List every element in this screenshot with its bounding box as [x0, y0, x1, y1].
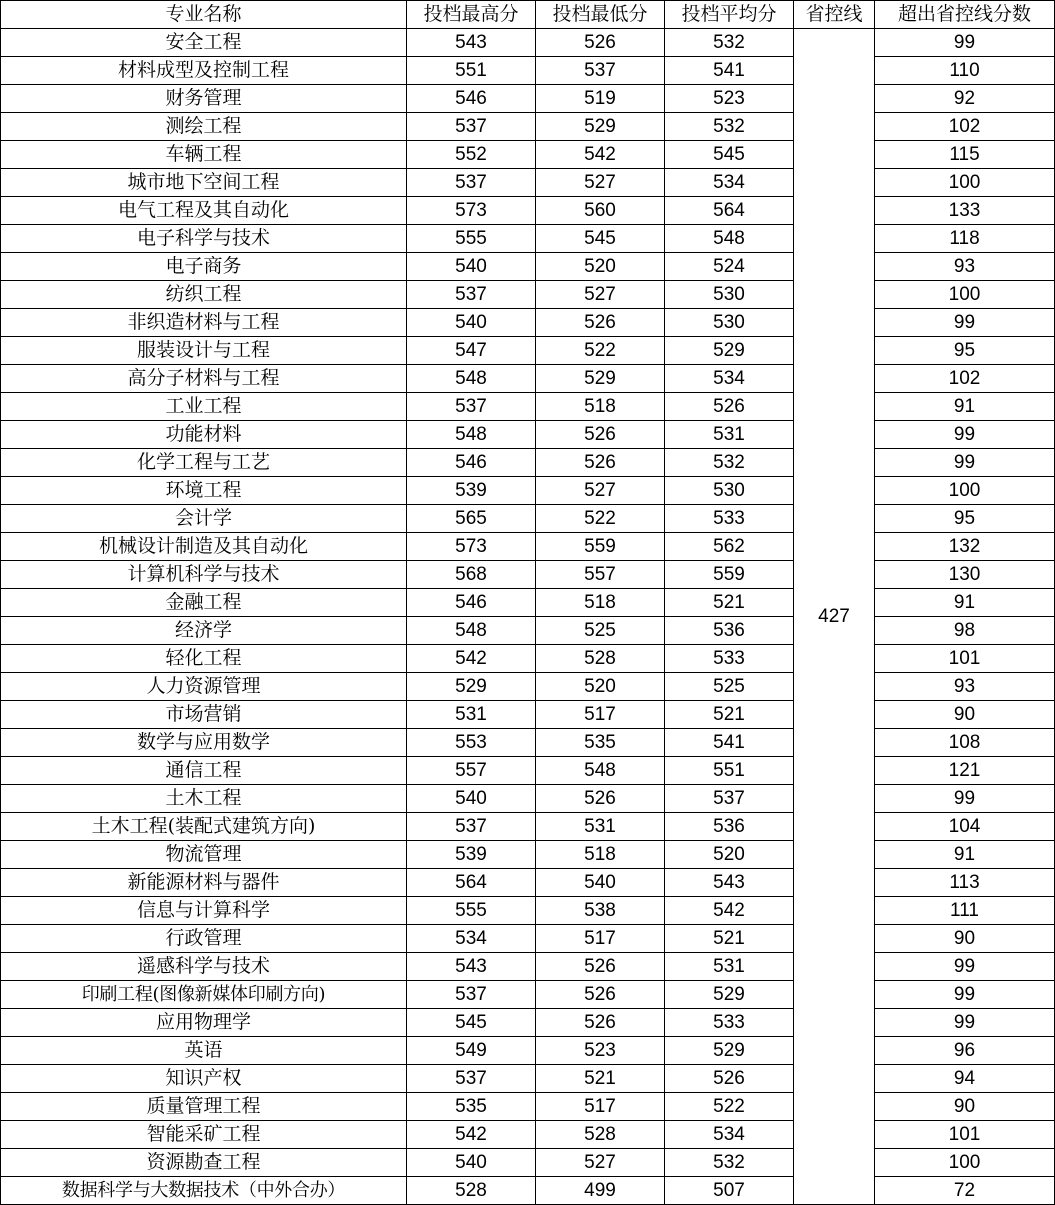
avg-score-cell: 551 — [665, 757, 794, 785]
major-name-cell: 财务管理 — [1, 85, 407, 113]
avg-score-cell: 534 — [665, 1121, 794, 1149]
avg-score-cell: 531 — [665, 953, 794, 981]
max-score-cell: 551 — [407, 57, 536, 85]
avg-score-cell: 537 — [665, 785, 794, 813]
avg-score-cell: 523 — [665, 85, 794, 113]
max-score-cell: 547 — [407, 337, 536, 365]
avg-score-cell: 507 — [665, 1177, 794, 1205]
max-score-cell: 539 — [407, 841, 536, 869]
max-score-cell: 537 — [407, 1065, 536, 1093]
over-control-line-cell: 95 — [875, 337, 1055, 365]
max-score-cell: 529 — [407, 673, 536, 701]
avg-score-cell: 532 — [665, 29, 794, 57]
table-row — [1, 785, 1055, 813]
min-score-cell: 545 — [536, 225, 665, 253]
over-control-line-cell: 108 — [875, 729, 1055, 757]
min-score-cell: 523 — [536, 1037, 665, 1065]
over-control-line-cell: 90 — [875, 925, 1055, 953]
major-name-cell: 信息与计算科学 — [1, 897, 407, 925]
header-max-score: 投档最高分 — [407, 1, 536, 29]
over-control-line-cell: 99 — [875, 785, 1055, 813]
table-row — [1, 477, 1055, 505]
avg-score-cell: 534 — [665, 169, 794, 197]
min-score-cell: 528 — [536, 645, 665, 673]
major-name-cell: 物流管理 — [1, 841, 407, 869]
avg-score-cell: 530 — [665, 477, 794, 505]
table-row — [1, 813, 1055, 841]
major-name-cell: 通信工程 — [1, 757, 407, 785]
avg-score-cell: 530 — [665, 309, 794, 337]
over-control-line-cell: 99 — [875, 449, 1055, 477]
avg-score-cell: 526 — [665, 393, 794, 421]
min-score-cell: 527 — [536, 169, 665, 197]
over-control-line-cell: 98 — [875, 617, 1055, 645]
table-row — [1, 925, 1055, 953]
table-row — [1, 421, 1055, 449]
min-score-cell: 519 — [536, 85, 665, 113]
over-control-line-cell: 100 — [875, 1149, 1055, 1177]
over-control-line-cell: 99 — [875, 953, 1055, 981]
table-row — [1, 113, 1055, 141]
major-name-cell: 应用物理学 — [1, 1009, 407, 1037]
avg-score-cell: 534 — [665, 365, 794, 393]
avg-score-cell: 521 — [665, 925, 794, 953]
max-score-cell: 537 — [407, 393, 536, 421]
avg-score-cell: 536 — [665, 617, 794, 645]
over-control-line-cell: 90 — [875, 1093, 1055, 1121]
major-name-cell: 服装设计与工程 — [1, 337, 407, 365]
min-score-cell: 531 — [536, 813, 665, 841]
major-name-cell: 会计学 — [1, 505, 407, 533]
max-score-cell: 542 — [407, 645, 536, 673]
major-name-cell: 土木工程(装配式建筑方向) — [1, 813, 407, 841]
avg-score-cell: 522 — [665, 1093, 794, 1121]
max-score-cell: 568 — [407, 561, 536, 589]
min-score-cell: 526 — [536, 981, 665, 1009]
table-row — [1, 841, 1055, 869]
avg-score-cell: 562 — [665, 533, 794, 561]
max-score-cell: 548 — [407, 617, 536, 645]
min-score-cell: 526 — [536, 1009, 665, 1037]
min-score-cell: 526 — [536, 953, 665, 981]
min-score-cell: 522 — [536, 505, 665, 533]
max-score-cell: 543 — [407, 953, 536, 981]
min-score-cell: 520 — [536, 673, 665, 701]
table-row — [1, 1121, 1055, 1149]
min-score-cell: 527 — [536, 477, 665, 505]
max-score-cell: 573 — [407, 197, 536, 225]
over-control-line-cell: 92 — [875, 85, 1055, 113]
table-row — [1, 1177, 1055, 1205]
major-name-cell: 英语 — [1, 1037, 407, 1065]
over-control-line-cell: 111 — [875, 897, 1055, 925]
table-row — [1, 729, 1055, 757]
avg-score-cell: 526 — [665, 1065, 794, 1093]
avg-score-cell: 541 — [665, 57, 794, 85]
table-row — [1, 253, 1055, 281]
min-score-cell: 559 — [536, 533, 665, 561]
table-row — [1, 85, 1055, 113]
over-control-line-cell: 95 — [875, 505, 1055, 533]
control-line-cell: 427 — [794, 29, 875, 1205]
table-row — [1, 337, 1055, 365]
over-control-line-cell: 91 — [875, 393, 1055, 421]
major-name-cell: 电子科学与技术 — [1, 225, 407, 253]
max-score-cell: 573 — [407, 533, 536, 561]
avg-score-cell: 536 — [665, 813, 794, 841]
over-control-line-cell: 100 — [875, 281, 1055, 309]
min-score-cell: 522 — [536, 337, 665, 365]
over-control-line-cell: 72 — [875, 1177, 1055, 1205]
over-control-line-cell: 130 — [875, 561, 1055, 589]
major-name-cell: 化学工程与工艺 — [1, 449, 407, 477]
major-name-cell: 计算机科学与技术 — [1, 561, 407, 589]
table-row — [1, 953, 1055, 981]
major-name-cell: 金融工程 — [1, 589, 407, 617]
major-name-cell: 功能材料 — [1, 421, 407, 449]
table-row — [1, 57, 1055, 85]
major-name-cell: 数据科学与大数据技术（中外合办） — [1, 1177, 407, 1205]
min-score-cell: 535 — [536, 729, 665, 757]
major-name-cell: 环境工程 — [1, 477, 407, 505]
min-score-cell: 542 — [536, 141, 665, 169]
max-score-cell: 539 — [407, 477, 536, 505]
min-score-cell: 518 — [536, 589, 665, 617]
max-score-cell: 543 — [407, 29, 536, 57]
max-score-cell: 552 — [407, 141, 536, 169]
max-score-cell: 546 — [407, 449, 536, 477]
header-major-name: 专业名称 — [1, 1, 407, 29]
max-score-cell: 557 — [407, 757, 536, 785]
table-row — [1, 561, 1055, 589]
avg-score-cell: 548 — [665, 225, 794, 253]
table-row — [1, 617, 1055, 645]
avg-score-cell: 520 — [665, 841, 794, 869]
avg-score-cell: 559 — [665, 561, 794, 589]
table-row — [1, 141, 1055, 169]
header-avg-score: 投档平均分 — [665, 1, 794, 29]
max-score-cell: 545 — [407, 1009, 536, 1037]
table-row — [1, 449, 1055, 477]
over-control-line-cell: 101 — [875, 1121, 1055, 1149]
min-score-cell: 526 — [536, 421, 665, 449]
over-control-line-cell: 94 — [875, 1065, 1055, 1093]
min-score-cell: 527 — [536, 1149, 665, 1177]
max-score-cell: 534 — [407, 925, 536, 953]
table-row — [1, 869, 1055, 897]
avg-score-cell: 529 — [665, 337, 794, 365]
max-score-cell: 553 — [407, 729, 536, 757]
over-control-line-cell: 102 — [875, 113, 1055, 141]
min-score-cell: 538 — [536, 897, 665, 925]
major-name-cell: 印刷工程(图像新媒体印刷方向) — [1, 981, 407, 1009]
min-score-cell: 526 — [536, 785, 665, 813]
avg-score-cell: 521 — [665, 701, 794, 729]
avg-score-cell: 532 — [665, 113, 794, 141]
table-row — [1, 505, 1055, 533]
table-row — [1, 981, 1055, 1009]
max-score-cell: 537 — [407, 281, 536, 309]
major-name-cell: 数学与应用数学 — [1, 729, 407, 757]
table-row — [1, 281, 1055, 309]
major-name-cell: 土木工程 — [1, 785, 407, 813]
over-control-line-cell: 99 — [875, 421, 1055, 449]
avg-score-cell: 564 — [665, 197, 794, 225]
avg-score-cell: 531 — [665, 421, 794, 449]
min-score-cell: 540 — [536, 869, 665, 897]
avg-score-cell: 524 — [665, 253, 794, 281]
over-control-line-cell: 99 — [875, 981, 1055, 1009]
over-control-line-cell: 110 — [875, 57, 1055, 85]
max-score-cell: 546 — [407, 589, 536, 617]
table-row — [1, 29, 1055, 57]
avg-score-cell: 529 — [665, 1037, 794, 1065]
major-name-cell: 质量管理工程 — [1, 1093, 407, 1121]
major-name-cell: 安全工程 — [1, 29, 407, 57]
table-row — [1, 1037, 1055, 1065]
max-score-cell: 555 — [407, 225, 536, 253]
table-row — [1, 645, 1055, 673]
over-control-line-cell: 99 — [875, 29, 1055, 57]
header-over-control-line: 超出省控线分数 — [875, 1, 1055, 29]
avg-score-cell: 533 — [665, 505, 794, 533]
avg-score-cell: 542 — [665, 897, 794, 925]
major-name-cell: 资源勘查工程 — [1, 1149, 407, 1177]
min-score-cell: 527 — [536, 281, 665, 309]
min-score-cell: 537 — [536, 57, 665, 85]
table-row — [1, 225, 1055, 253]
avg-score-cell: 543 — [665, 869, 794, 897]
over-control-line-cell: 91 — [875, 589, 1055, 617]
over-control-line-cell: 100 — [875, 477, 1055, 505]
over-control-line-cell: 104 — [875, 813, 1055, 841]
header-min-score: 投档最低分 — [536, 1, 665, 29]
avg-score-cell: 532 — [665, 449, 794, 477]
min-score-cell: 528 — [536, 1121, 665, 1149]
table-row — [1, 757, 1055, 785]
avg-score-cell: 530 — [665, 281, 794, 309]
min-score-cell: 518 — [536, 393, 665, 421]
table-body — [1, 29, 1055, 1205]
table-row — [1, 1009, 1055, 1037]
avg-score-cell: 533 — [665, 645, 794, 673]
major-name-cell: 材料成型及控制工程 — [1, 57, 407, 85]
over-control-line-cell: 132 — [875, 533, 1055, 561]
table-row — [1, 701, 1055, 729]
over-control-line-cell: 99 — [875, 309, 1055, 337]
max-score-cell: 537 — [407, 981, 536, 1009]
over-control-line-cell: 102 — [875, 365, 1055, 393]
min-score-cell: 517 — [536, 1093, 665, 1121]
major-name-cell: 城市地下空间工程 — [1, 169, 407, 197]
over-control-line-cell: 118 — [875, 225, 1055, 253]
min-score-cell: 557 — [536, 561, 665, 589]
table-row — [1, 169, 1055, 197]
min-score-cell: 526 — [536, 309, 665, 337]
min-score-cell: 521 — [536, 1065, 665, 1093]
max-score-cell: 555 — [407, 897, 536, 925]
min-score-cell: 526 — [536, 29, 665, 57]
major-name-cell: 工业工程 — [1, 393, 407, 421]
over-control-line-cell: 99 — [875, 1009, 1055, 1037]
major-name-cell: 新能源材料与器件 — [1, 869, 407, 897]
table-row — [1, 393, 1055, 421]
avg-score-cell: 529 — [665, 981, 794, 1009]
max-score-cell: 537 — [407, 813, 536, 841]
table-row — [1, 589, 1055, 617]
table-row — [1, 1093, 1055, 1121]
min-score-cell: 548 — [536, 757, 665, 785]
over-control-line-cell: 115 — [875, 141, 1055, 169]
max-score-cell: 540 — [407, 785, 536, 813]
over-control-line-cell: 90 — [875, 701, 1055, 729]
over-control-line-cell: 96 — [875, 1037, 1055, 1065]
major-name-cell: 高分子材料与工程 — [1, 365, 407, 393]
major-name-cell: 经济学 — [1, 617, 407, 645]
major-name-cell: 车辆工程 — [1, 141, 407, 169]
max-score-cell: 535 — [407, 1093, 536, 1121]
major-name-cell: 市场营销 — [1, 701, 407, 729]
min-score-cell: 525 — [536, 617, 665, 645]
table-row — [1, 365, 1055, 393]
max-score-cell: 549 — [407, 1037, 536, 1065]
major-name-cell: 纺织工程 — [1, 281, 407, 309]
header-control-line: 省控线 — [794, 1, 875, 29]
avg-score-cell: 521 — [665, 589, 794, 617]
major-name-cell: 电子商务 — [1, 253, 407, 281]
over-control-line-cell: 133 — [875, 197, 1055, 225]
max-score-cell: 540 — [407, 309, 536, 337]
min-score-cell: 529 — [536, 113, 665, 141]
major-name-cell: 测绘工程 — [1, 113, 407, 141]
min-score-cell: 529 — [536, 365, 665, 393]
over-control-line-cell: 121 — [875, 757, 1055, 785]
min-score-cell: 517 — [536, 701, 665, 729]
min-score-cell: 517 — [536, 925, 665, 953]
avg-score-cell: 545 — [665, 141, 794, 169]
table-row — [1, 1149, 1055, 1177]
avg-score-cell: 533 — [665, 1009, 794, 1037]
max-score-cell: 528 — [407, 1177, 536, 1205]
major-name-cell: 轻化工程 — [1, 645, 407, 673]
max-score-cell: 540 — [407, 253, 536, 281]
over-control-line-cell: 113 — [875, 869, 1055, 897]
max-score-cell: 531 — [407, 701, 536, 729]
min-score-cell: 518 — [536, 841, 665, 869]
over-control-line-cell: 93 — [875, 673, 1055, 701]
min-score-cell: 560 — [536, 197, 665, 225]
major-name-cell: 行政管理 — [1, 925, 407, 953]
max-score-cell: 540 — [407, 1149, 536, 1177]
table-row — [1, 309, 1055, 337]
over-control-line-cell: 101 — [875, 645, 1055, 673]
max-score-cell: 548 — [407, 365, 536, 393]
max-score-cell: 565 — [407, 505, 536, 533]
table-row — [1, 1065, 1055, 1093]
table-row — [1, 197, 1055, 225]
avg-score-cell: 525 — [665, 673, 794, 701]
avg-score-cell: 541 — [665, 729, 794, 757]
max-score-cell: 564 — [407, 869, 536, 897]
major-name-cell: 知识产权 — [1, 1065, 407, 1093]
max-score-cell: 537 — [407, 169, 536, 197]
header-row — [1, 1, 1055, 29]
min-score-cell: 526 — [536, 449, 665, 477]
table-row — [1, 673, 1055, 701]
table-row — [1, 897, 1055, 925]
max-score-cell: 542 — [407, 1121, 536, 1149]
major-name-cell: 智能采矿工程 — [1, 1121, 407, 1149]
major-name-cell: 人力资源管理 — [1, 673, 407, 701]
min-score-cell: 520 — [536, 253, 665, 281]
min-score-cell: 499 — [536, 1177, 665, 1205]
max-score-cell: 548 — [407, 421, 536, 449]
max-score-cell: 546 — [407, 85, 536, 113]
max-score-cell: 537 — [407, 113, 536, 141]
major-name-cell: 非织造材料与工程 — [1, 309, 407, 337]
over-control-line-cell: 100 — [875, 169, 1055, 197]
avg-score-cell: 532 — [665, 1149, 794, 1177]
over-control-line-cell: 93 — [875, 253, 1055, 281]
table-row — [1, 533, 1055, 561]
major-name-cell: 电气工程及其自动化 — [1, 197, 407, 225]
over-control-line-cell: 91 — [875, 841, 1055, 869]
major-name-cell: 遥感科学与技术 — [1, 953, 407, 981]
major-name-cell: 机械设计制造及其自动化 — [1, 533, 407, 561]
